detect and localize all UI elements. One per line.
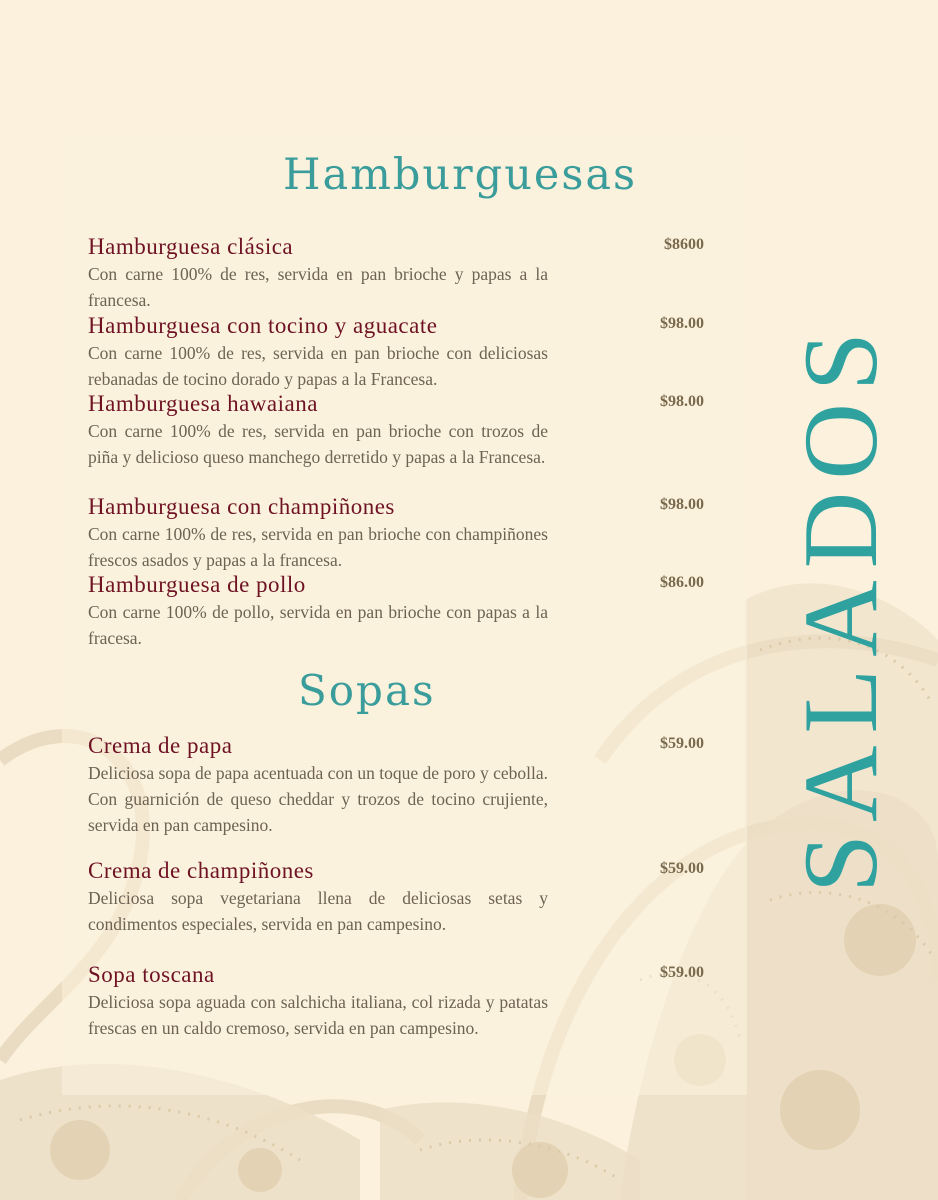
menu-item	[88, 733, 708, 838]
item-description: Con carne 100% de res, servida en pan brioche con trozos de piña y delicioso queso manchego derretido y papas a la Francesa.	[88, 421, 548, 467]
item-name: Hamburguesa con tocino y aguacate	[88, 313, 438, 338]
item-price: $59.00	[660, 735, 704, 752]
item-description: Deliciosa sopa vegetariana llena de deliciosas setas y condimentos especiales, servida en pan campesino.	[88, 888, 548, 934]
salados-vertical-title: SALADOS	[782, 320, 899, 893]
item-name: Crema de champiñones	[88, 858, 314, 883]
menu-item	[88, 313, 708, 392]
item-description: Con carne 100% de res, servida en pan brioche con deliciosas rebanadas de tocino dorado y papas a la Francesa.	[88, 343, 548, 389]
menu-item	[88, 494, 708, 573]
section-title-hamburguesas: Hamburguesas	[283, 150, 638, 200]
item-name: Crema de papa	[88, 733, 233, 758]
menu-item	[88, 391, 708, 470]
item-description: Deliciosa sopa aguada con salchicha italiana, col rizada y patatas frescas en un caldo cremoso, servida en pan campesino.	[88, 992, 548, 1038]
item-description: Deliciosa sopa de papa acentuada con un toque de poro y cebolla. Con guarnición de queso cheddar y trozos de tocino crujiente, servida en pan campesino.	[88, 763, 548, 835]
item-price: $86.00	[660, 574, 704, 591]
item-name: Hamburguesa con champiñones	[88, 494, 395, 519]
item-price: $59.00	[660, 860, 704, 877]
item-name: Sopa toscana	[88, 962, 215, 987]
item-price: $59.00	[660, 964, 704, 981]
menu-item	[88, 858, 708, 937]
item-description: Con carne 100% de pollo, servida en pan brioche con papas a la fracesa.	[88, 602, 548, 648]
item-price: $98.00	[660, 496, 704, 513]
item-description: Con carne 100% de res, servida en pan brioche y papas a la francesa.	[88, 264, 548, 310]
item-name: Hamburguesa de pollo	[88, 572, 306, 597]
menu-item	[88, 572, 708, 651]
item-price: $98.00	[660, 393, 704, 410]
item-name: Hamburguesa clásica	[88, 234, 294, 259]
item-name: Hamburguesa hawaiana	[88, 391, 318, 416]
menu-item	[88, 234, 708, 313]
section-title-sopas: Sopas	[298, 666, 436, 715]
menu-item	[88, 962, 708, 1041]
item-price: $98.00	[660, 315, 704, 332]
item-price: $8600	[664, 236, 704, 253]
item-description: Con carne 100% de res, servida en pan brioche con champiñones frescos asados y papas a la francesa.	[88, 524, 548, 570]
